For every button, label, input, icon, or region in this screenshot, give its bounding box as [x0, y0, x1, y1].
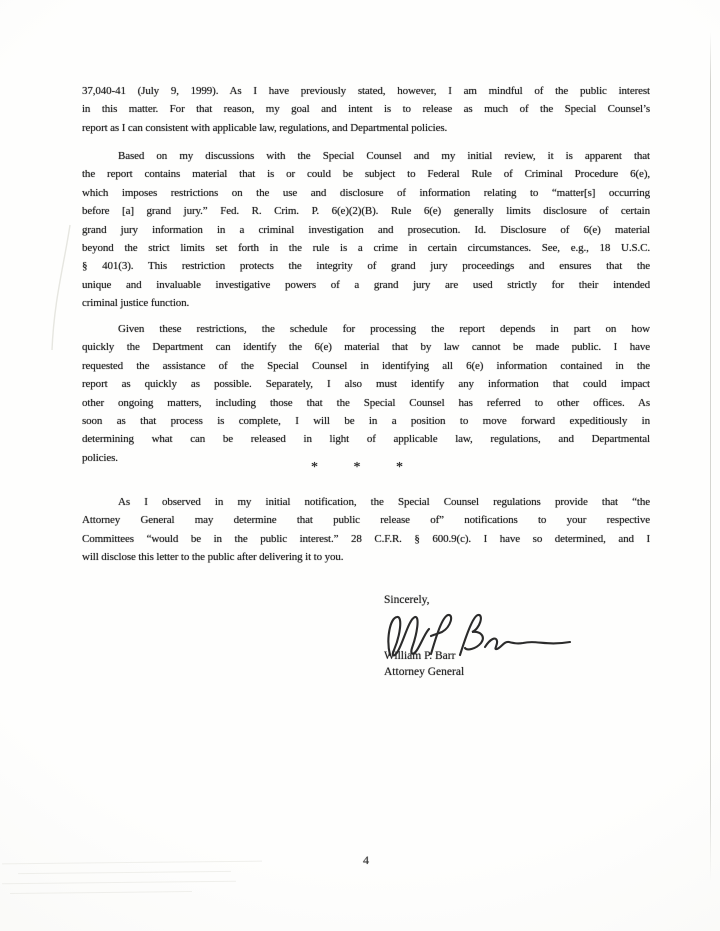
text-line: unique and invaluable investigative powers of a grand jury are used strictly for their intended	[82, 278, 650, 291]
text-line: policies.	[82, 451, 118, 464]
paragraph-public-release	[82, 493, 650, 567]
text-line: quickly the Department can identify the 6(e) material that by law cannot be made public. I have	[82, 341, 650, 354]
text-line: before [a] grand jury.” Fed. R. Crim. P. 6(e)(2)(B). Rule 6(e) generally limits disclosure of certain	[82, 205, 650, 218]
signer-title: Attorney General	[384, 665, 465, 678]
signer-name: William P. Barr	[384, 650, 456, 662]
text-line: which imposes restrictions on the use and disclosure of information relating to “matter[s] occurring	[82, 186, 650, 199]
text-line: criminal justice function.	[82, 297, 190, 310]
star-glyph: *	[311, 460, 318, 475]
text-line: Attorney General may determine that public release of” notifications to your respective	[82, 514, 650, 527]
text-line: soon as that process is complete, I will be in a position to move forward expeditiously in	[82, 414, 650, 427]
text-line: grand jury information in a criminal investigation and prosecution. Id. Disclosure of 6(e) material	[82, 223, 650, 236]
text-line: 37,040-41 (July 9, 1999). As I have previously stated, however, I am mindful of the public interest	[82, 85, 650, 97]
text-line: requested the assistance of the Special Counsel in identifying all 6(e) information contained in the	[82, 359, 650, 372]
text-line: report as quickly as possible. Separately, I also must identify any information that could impact	[82, 378, 650, 391]
page-edge-shadow-artifact	[710, 32, 711, 882]
closing-block	[384, 594, 644, 678]
text-line: Based on my discussions with the Special Counsel and my initial review, it is apparent that	[118, 150, 650, 162]
text-line: in this matter. For that reason, my goal and intent is to release as much of the Special Counsel’s	[82, 103, 650, 116]
star-glyph: *	[353, 460, 361, 475]
text-line: beyond the strict limits set forth in the rule is a crime in certain circumstances. See, e.g., 18 U.S.C.	[82, 241, 650, 254]
scan-noise-artifact	[2, 862, 262, 910]
text-line: Committees “would be in the public interest.” 28 C.F.R. § 600.9(c). I have so determined, and I	[82, 532, 650, 545]
scan-crease-artifact	[40, 215, 85, 365]
text-line: § 401(3). This restriction protects the integrity of grand jury proceedings and ensures that the	[82, 260, 650, 273]
text-line: other ongoing matters, including those that the Special Counsel has referred to other offices. As	[82, 396, 650, 409]
page-number: 4	[363, 853, 369, 867]
paragraph-grand-jury-rule	[82, 147, 650, 313]
paragraph-continuation	[82, 82, 650, 137]
text-line: the report contains material that is or could be subject to Federal Rule of Criminal Procedure 6(e),	[82, 168, 650, 181]
text-line: determining what can be released in light of applicable law, regulations, and Departmental	[82, 433, 650, 446]
section-break-stars	[311, 460, 403, 476]
star-glyph: *	[396, 460, 403, 475]
text-line: As I observed in my initial notification, the Special Counsel regulations provide that “the	[118, 496, 650, 508]
text-line: will disclose this letter to the public after delivering it to you.	[82, 551, 344, 564]
text-line: Given these restrictions, the schedule for processing the report depends in part on how	[118, 323, 650, 335]
text-line: report as I can consistent with applicable law, regulations, and Departmental policies.	[82, 121, 448, 134]
paragraph-processing-schedule	[82, 320, 650, 467]
closing-salutation: Sincerely,	[384, 594, 430, 606]
